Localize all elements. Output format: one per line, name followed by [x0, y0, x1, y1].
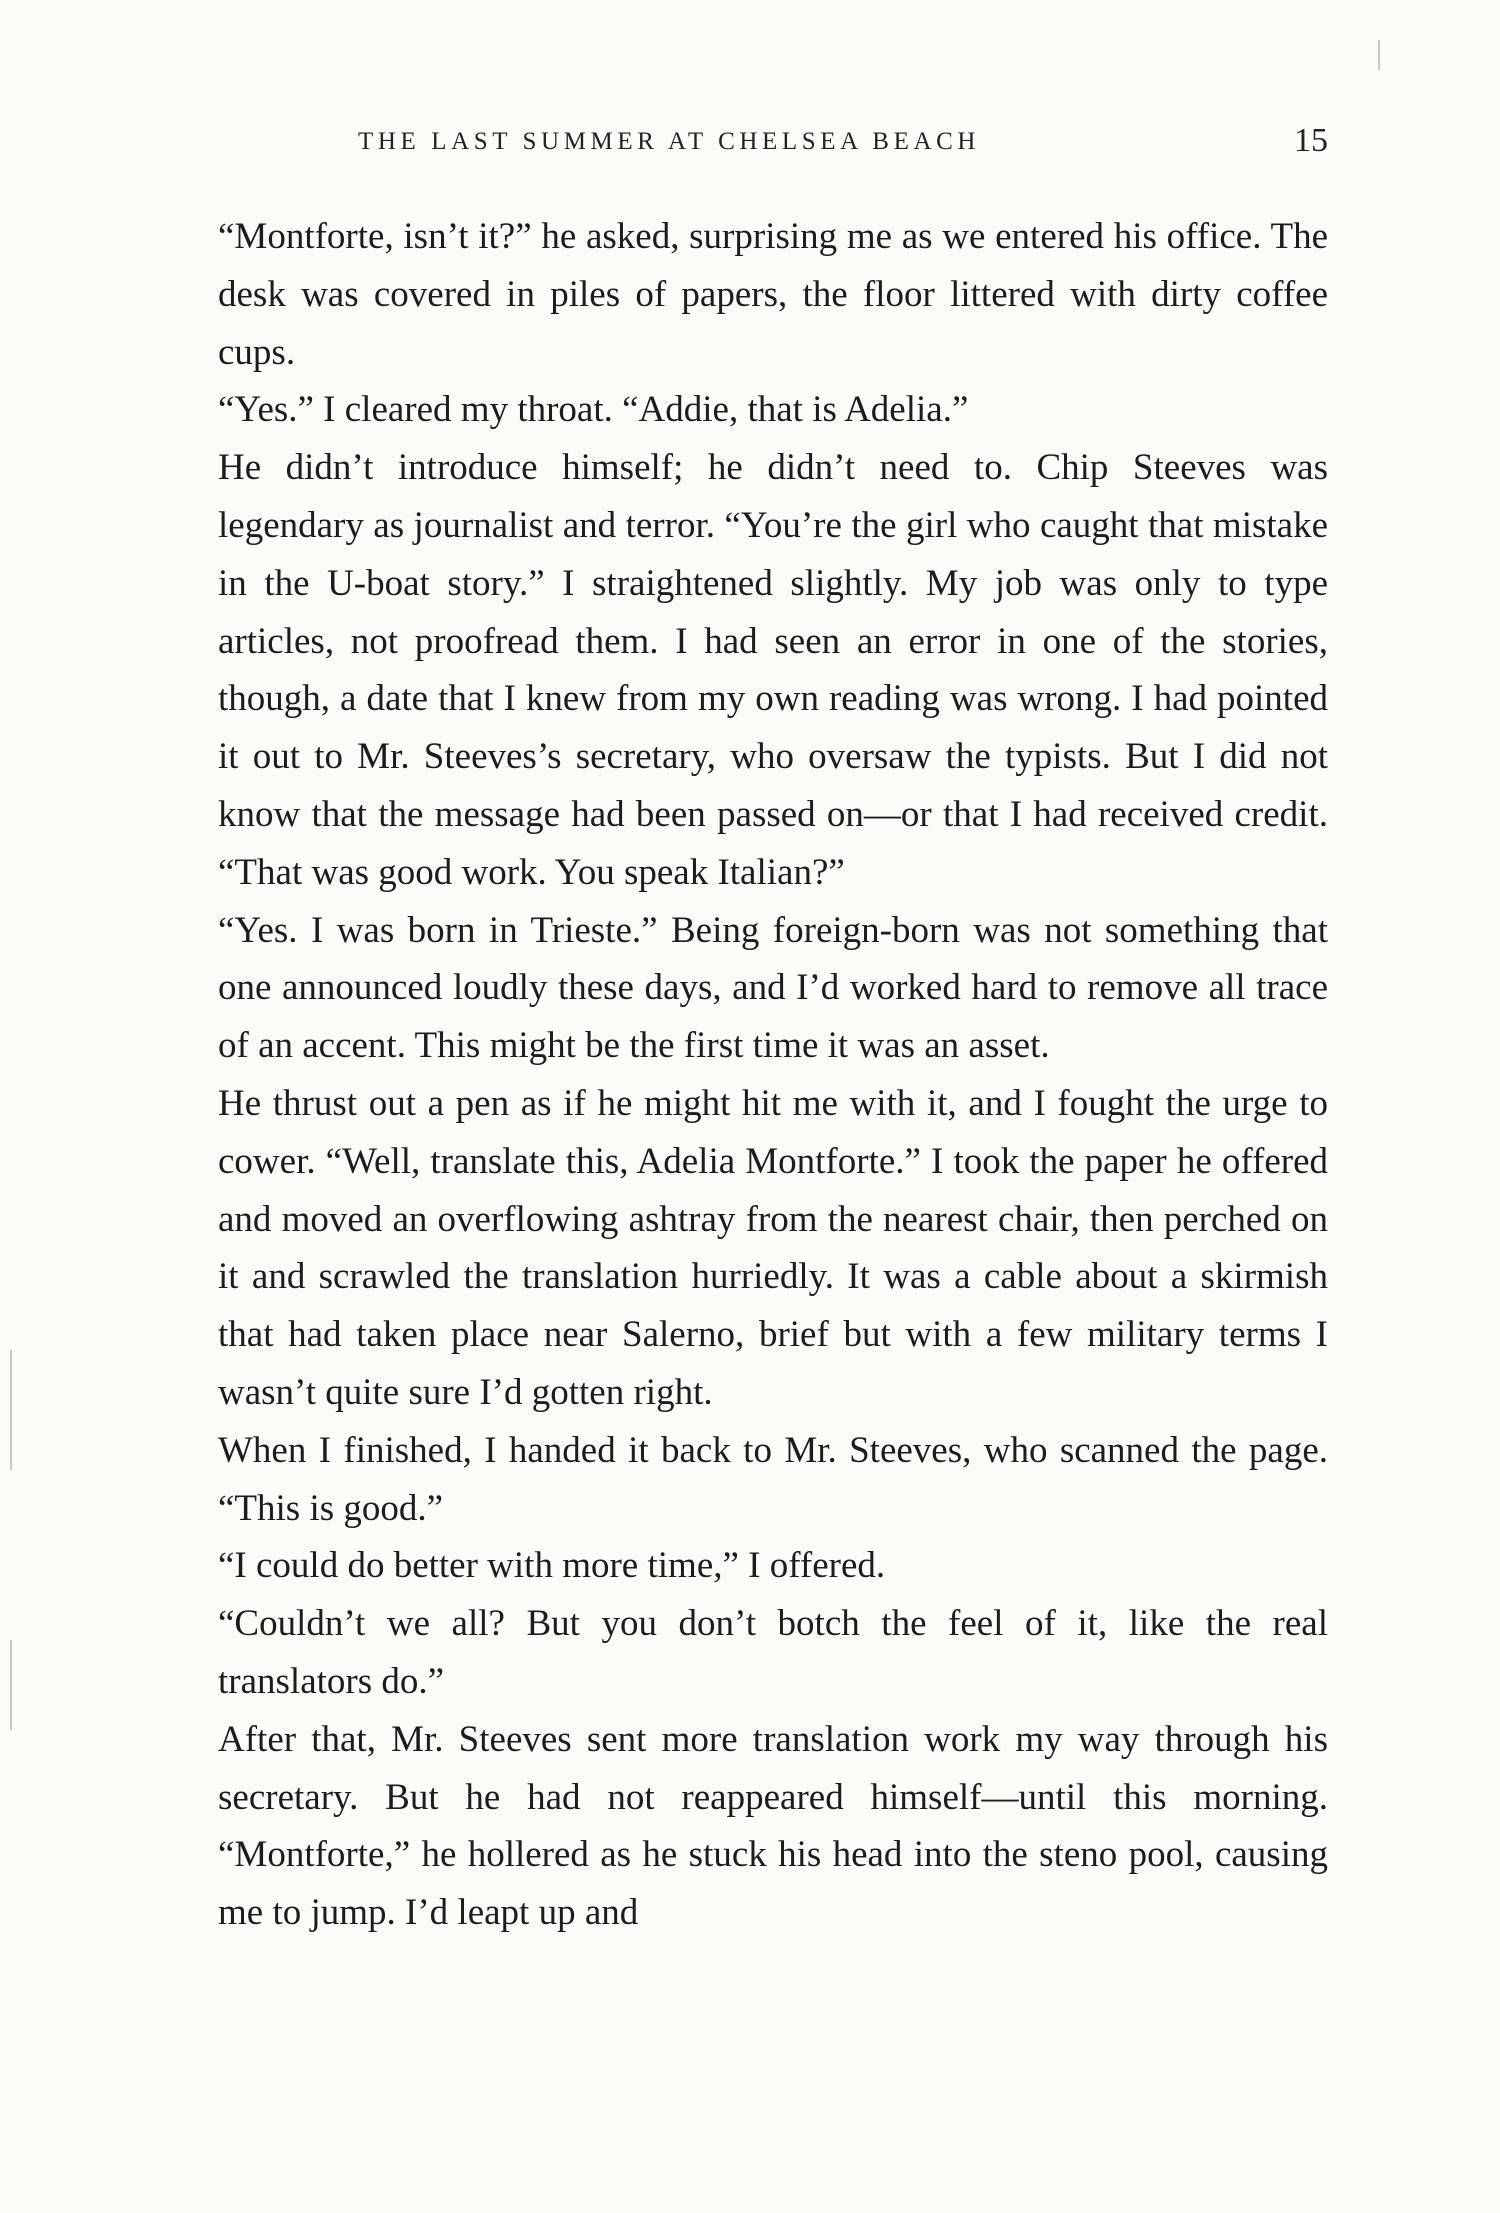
scan-speck: [10, 1640, 12, 1730]
paragraph: After that, Mr. Steeves sent more translation work my way through his secretary. But he had not reappeared himself—until this morning. “Montforte,” he hollered as he stuck his head into the steno pool, causing me to jump. I’d leapt up and: [218, 1718, 1328, 1934]
paragraph: “Yes.” I cleared my throat. “Addie, that is Adelia.”: [218, 389, 969, 431]
scan-speck: [10, 1350, 12, 1470]
body-text: [218, 208, 1328, 1942]
paragraph: He didn’t introduce himself; he didn’t need to. Chip Steeves was legendary as journalist and terror. “You’re the girl who caught that mistake in the U-boat story.” I straightened slightly. My job was only to type articles, not proofread them. I had seen an error in one of the stories, though, a date that I knew from my own reading was wrong. I had pointed it out to Mr. Steeves’s secretary, who oversaw the typists. But I did not know that the message had been passed on—or that I had received credit. “That was good work. You speak Italian?”: [218, 447, 1328, 893]
paragraph: When I finished, I handed it back to Mr. Steeves, who scanned the page. “This is good.”: [218, 1429, 1328, 1529]
paragraph: “I could do better with more time,” I offered.: [218, 1545, 886, 1587]
running-title: THE LAST SUMMER AT CHELSEA BEACH: [358, 128, 981, 155]
scan-speck: [1378, 40, 1380, 70]
paragraph: “Montforte, isn’t it?” he asked, surprising me as we entered his office. The desk was covered in piles of papers, the floor littered with dirty coffee cups.: [218, 216, 1328, 373]
paragraph: “Yes. I was born in Trieste.” Being foreign-born was not something that one announced loudly these days, and I’d worked hard to remove all trace of an accent. This might be the first time it was an asset.: [218, 909, 1328, 1067]
paragraph: He thrust out a pen as if he might hit me with it, and I fought the urge to cower. “Well, translate this, Adelia Montforte.” I took the paper he offered and moved an overflowing ashtray from the nearest chair, then perched on it and scrawled the translation hurriedly. It was a cable about a skirmish that had taken place near Salerno, brief but with a few military terms I wasn’t quite sure I’d gotten right.: [218, 1082, 1328, 1413]
page-number: 15: [1294, 122, 1328, 159]
paragraph: “Couldn’t we all? But you don’t botch the feel of it, like the real translators do.”: [218, 1603, 1328, 1702]
running-head: [218, 118, 1328, 168]
